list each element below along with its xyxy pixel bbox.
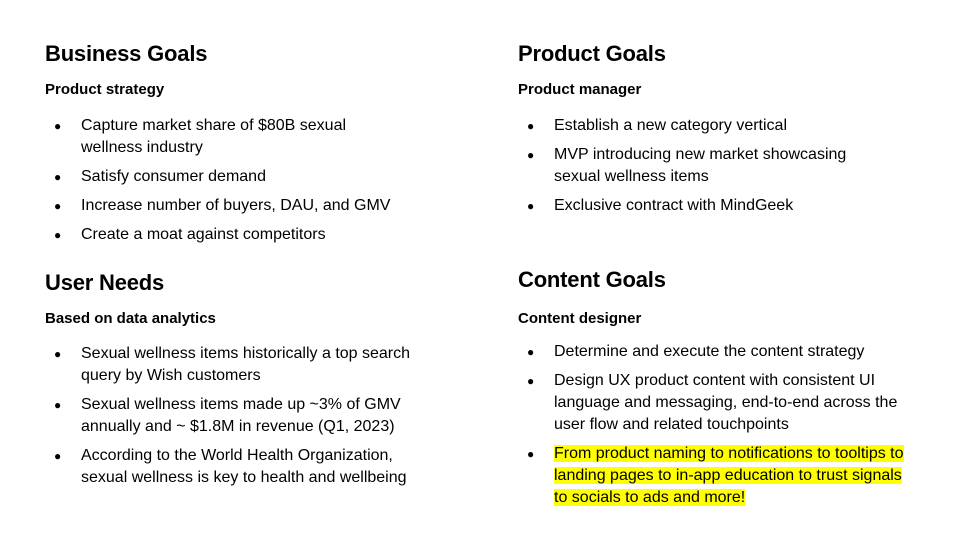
bullet-icon: ● — [54, 170, 62, 184]
user-needs-title: User Needs — [45, 270, 165, 295]
list-item — [45, 343, 425, 387]
content-goals-title: Content Goals — [518, 267, 666, 292]
bullet-icon: ● — [527, 447, 535, 461]
list-item-text: According to the World Health Organization, sexual wellness is key to health and wellbeing — [81, 447, 407, 486]
business-goals-title: Business Goals — [45, 41, 208, 66]
bullet-icon: ● — [54, 347, 62, 361]
list-item — [518, 341, 908, 363]
list-item — [45, 224, 405, 246]
user-needs-list — [45, 343, 425, 496]
list-item-text: Exclusive contract with MindGeek — [554, 197, 794, 214]
list-item — [518, 443, 908, 509]
bullet-icon: ● — [54, 119, 62, 133]
list-item — [518, 195, 878, 217]
product-goals-title: Product Goals — [518, 41, 666, 66]
list-item — [45, 394, 425, 438]
list-item — [518, 370, 908, 436]
product-goals-list — [518, 115, 878, 224]
list-item-text: Determine and execute the content strategy — [554, 343, 865, 360]
bullet-icon: ● — [54, 228, 62, 242]
content-goals-subtitle: Content designer — [518, 310, 642, 327]
product-goals-section — [518, 41, 918, 214]
list-item-text: Create a moat against competitors — [81, 226, 326, 243]
list-item — [45, 115, 405, 159]
content-goals-section — [518, 267, 918, 506]
list-item-text: Satisfy consumer demand — [81, 168, 266, 185]
list-item-text: Establish a new category vertical — [554, 117, 787, 134]
bullet-icon: ● — [54, 398, 62, 412]
list-item-text: Sexual wellness items historically a top search query by Wish customers — [81, 345, 411, 384]
bullet-icon: ● — [527, 148, 535, 162]
list-item — [45, 445, 425, 489]
bullet-icon: ● — [54, 199, 62, 213]
list-item-text: Capture market share of $80B sexual wellness industry — [81, 117, 347, 156]
business-goals-subtitle: Product strategy — [45, 81, 165, 98]
list-item — [45, 166, 405, 188]
bullet-icon: ● — [527, 345, 535, 359]
bullet-icon: ● — [527, 119, 535, 133]
bullet-icon: ● — [54, 449, 62, 463]
content-goals-list — [518, 341, 908, 516]
bullet-icon: ● — [527, 374, 535, 388]
list-item-text: MVP introducing new market showcasing sexual wellness items — [554, 146, 847, 185]
list-item — [518, 144, 878, 188]
list-item — [45, 195, 405, 217]
list-item-text: Design UX product content with consistent UI language and messaging, end-to-end across the user flow and related touchpoints — [554, 372, 898, 433]
bullet-icon: ● — [527, 199, 535, 213]
highlighted-list-item-text: From product naming to notifications to tooltips to landing pages to in-app education to trust signals to socials to ads and more! — [554, 445, 904, 506]
list-item-text: Increase number of buyers, DAU, and GMV — [81, 197, 391, 214]
user-needs-section — [45, 270, 445, 486]
business-goals-list — [45, 115, 405, 253]
business-goals-section — [45, 41, 445, 243]
list-item — [518, 115, 878, 137]
product-goals-subtitle: Product manager — [518, 81, 642, 98]
list-item-text: Sexual wellness items made up ~3% of GMV annually and ~ $1.8M in revenue (Q1, 2023) — [81, 396, 401, 435]
user-needs-subtitle: Based on data analytics — [45, 310, 216, 327]
